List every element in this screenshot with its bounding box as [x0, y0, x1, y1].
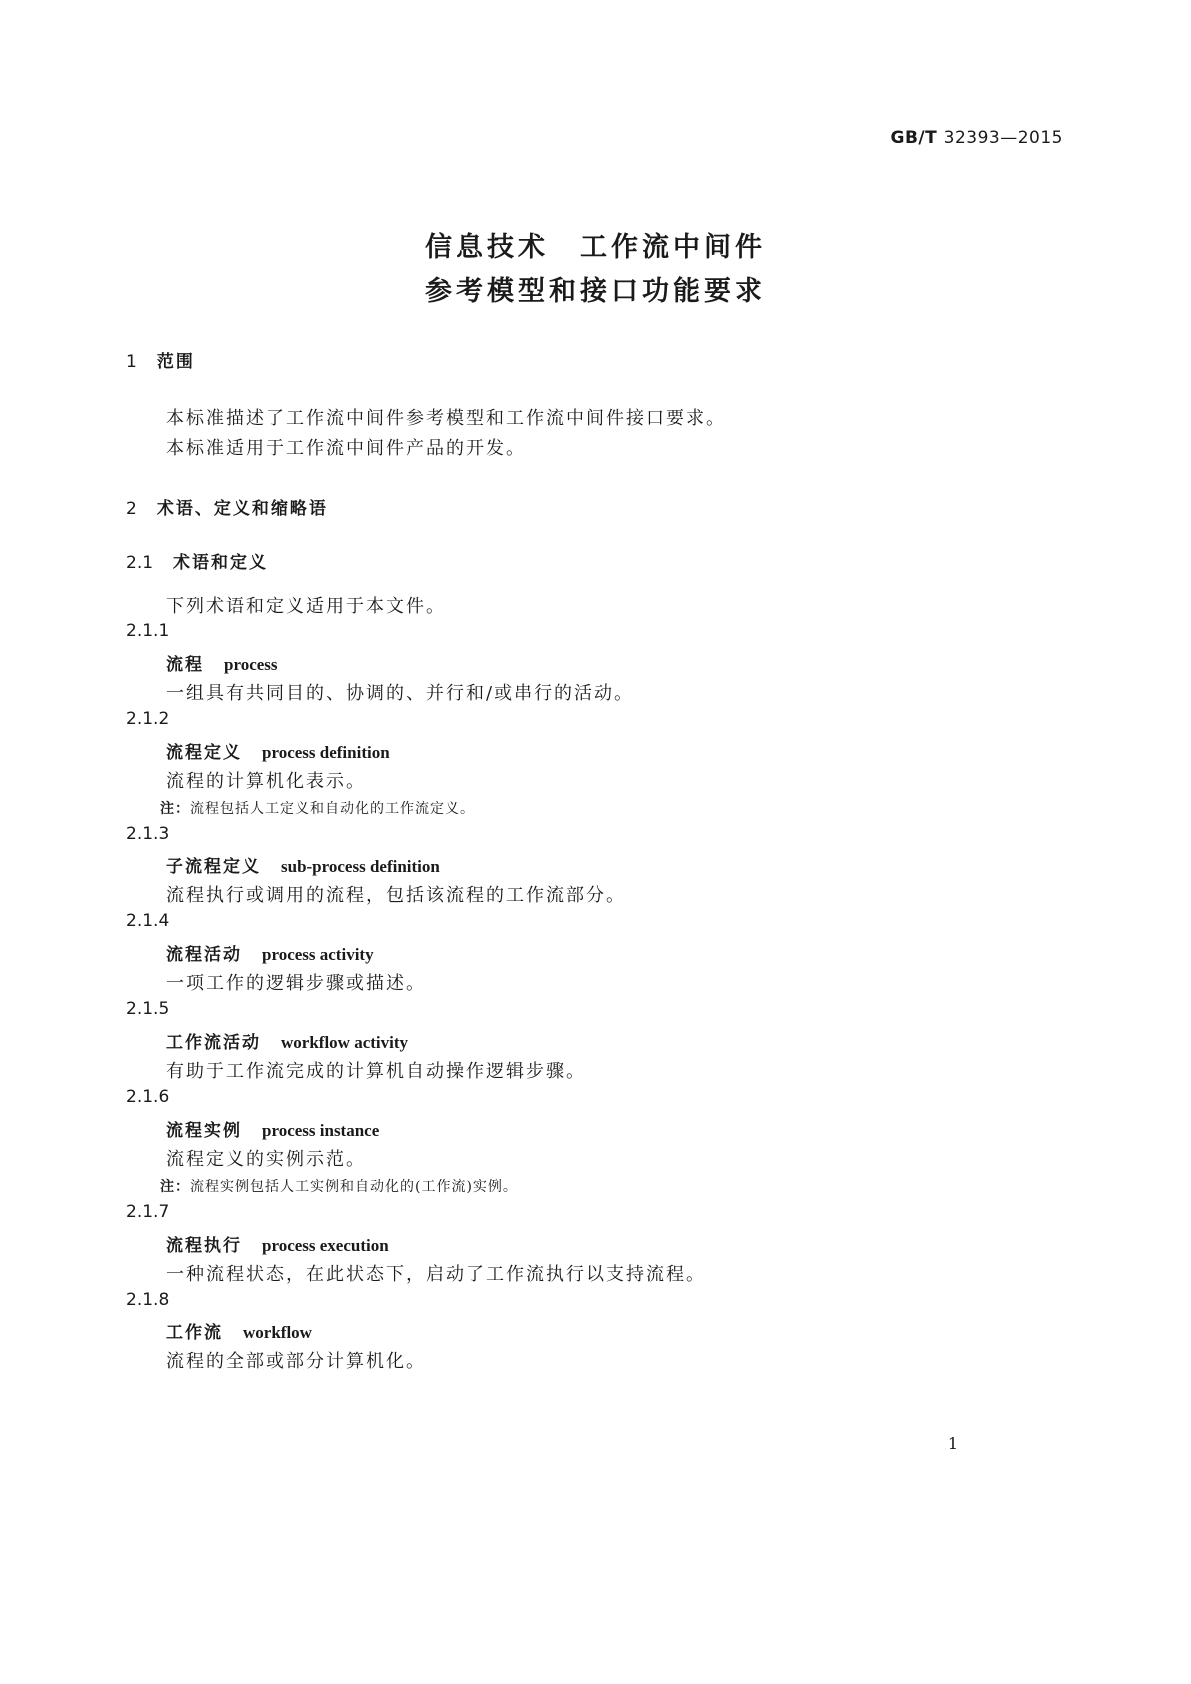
- page-number: 1: [947, 1434, 958, 1453]
- term-definition: 流程的计算机化表示。: [166, 771, 366, 792]
- term-english: process instance: [262, 1121, 380, 1140]
- section-2-1-heading: [126, 548, 268, 573]
- note-text: 流程包括人工定义和自动化的工作流定义。: [190, 801, 475, 817]
- term-definition: 一项工作的逻辑步骤或描述。: [166, 973, 426, 994]
- clause-number: 2.1.4: [126, 911, 170, 931]
- term-english: workflow activity: [281, 1033, 409, 1052]
- note-label: 注：: [160, 801, 190, 817]
- clause-number: 2.1.2: [126, 709, 170, 729]
- term-english: process execution: [262, 1236, 389, 1255]
- term-entry: [166, 1028, 408, 1053]
- term-chinese: 流程实例: [166, 1121, 242, 1141]
- term-entry: [166, 650, 278, 675]
- term-english: sub-process definition: [281, 857, 440, 876]
- term-definition: 流程定义的实例示范。: [166, 1149, 366, 1170]
- term-entry: [166, 940, 374, 965]
- clause-number: 2.1.8: [126, 1290, 170, 1310]
- note-text: 流程实例包括人工实例和自动化的(工作流)实例。: [190, 1179, 518, 1195]
- section-number: 2: [126, 499, 137, 519]
- terms-intro: 下列术语和定义适用于本文件。: [166, 596, 446, 617]
- term-entry: [166, 738, 390, 763]
- term-english: workflow: [243, 1323, 312, 1342]
- term-chinese: 子流程定义: [166, 857, 261, 877]
- term-chinese: 流程执行: [166, 1236, 242, 1256]
- clause-number: 2.1.5: [126, 999, 170, 1019]
- clause-number: 2.1.6: [126, 1087, 170, 1107]
- standard-number: 32393—2015: [943, 128, 1063, 148]
- clause-number: 2.1.7: [126, 1202, 170, 1222]
- term-entry: [166, 1231, 389, 1256]
- term-entry: [166, 1116, 379, 1141]
- term-definition: 一组具有共同目的、协调的、并行和/或串行的活动。: [166, 683, 635, 704]
- title-line-2: 参考模型和接口功能要求: [425, 276, 766, 307]
- scope-paragraph-2: 本标准适用于工作流中间件产品的开发。: [166, 438, 526, 459]
- term-note: [160, 798, 475, 818]
- term-definition: 流程的全部或部分计算机化。: [166, 1351, 426, 1372]
- term-english: process activity: [262, 945, 374, 964]
- term-chinese: 流程定义: [166, 743, 242, 763]
- document-title: [0, 226, 1191, 314]
- term-chinese: 流程: [166, 655, 204, 675]
- note-label: 注：: [160, 1179, 190, 1195]
- section-title: 范围: [156, 352, 195, 372]
- term-entry: [166, 1318, 312, 1343]
- standard-code: [891, 128, 1063, 148]
- section-1-heading: [126, 347, 195, 372]
- term-chinese: 工作流活动: [166, 1033, 261, 1053]
- term-chinese: 流程活动: [166, 945, 242, 965]
- term-note: [160, 1176, 518, 1196]
- clause-number: 2.1.3: [126, 824, 170, 844]
- scope-paragraph-1: 本标准描述了工作流中间件参考模型和工作流中间件接口要求。: [166, 408, 726, 429]
- term-definition: 一种流程状态，在此状态下，启动了工作流执行以支持流程。: [166, 1264, 706, 1285]
- clause-number: 2.1.1: [126, 621, 170, 641]
- section-number: 1: [126, 352, 137, 372]
- section-title: 术语和定义: [173, 553, 269, 573]
- section-2-heading: [126, 494, 328, 519]
- term-english: process definition: [262, 743, 390, 762]
- section-title: 术语、定义和缩略语: [156, 499, 328, 519]
- standard-prefix: GB/T: [890, 128, 938, 148]
- term-english: process: [224, 655, 278, 674]
- term-entry: [166, 852, 440, 877]
- term-chinese: 工作流: [166, 1323, 223, 1343]
- section-number: 2.1: [126, 553, 154, 573]
- title-line-1: 信息技术 工作流中间件: [425, 232, 766, 263]
- term-definition: 流程执行或调用的流程，包括该流程的工作流部分。: [166, 885, 626, 906]
- term-definition: 有助于工作流完成的计算机自动操作逻辑步骤。: [166, 1061, 586, 1082]
